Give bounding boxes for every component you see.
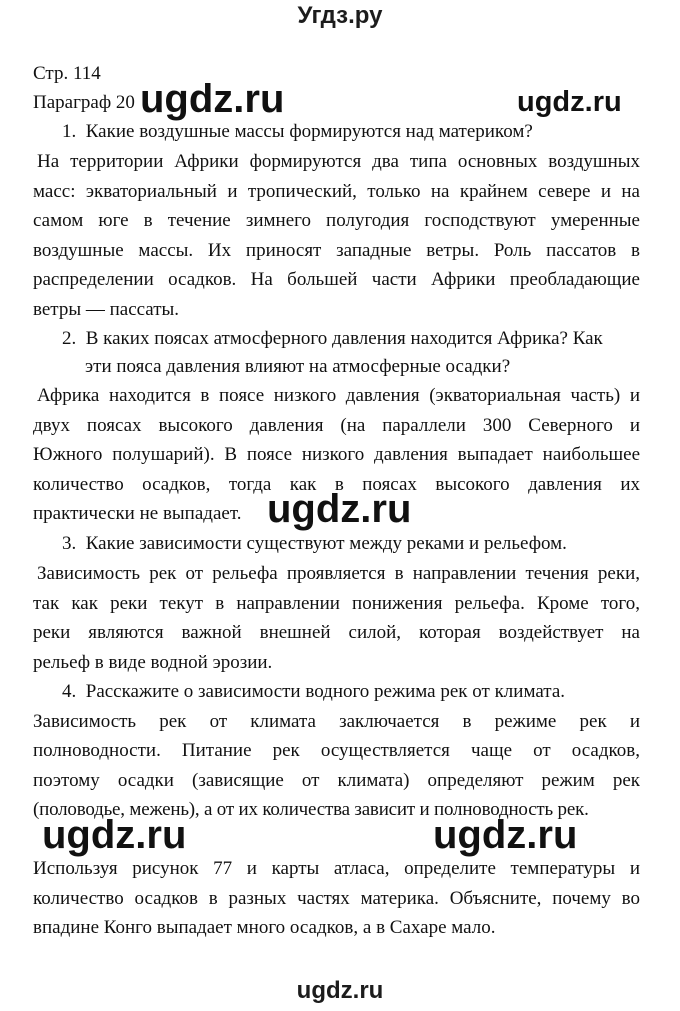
question-number: 1.	[62, 121, 77, 142]
answer-3-line-3: реки являются важной внешней силой, которая воздействует на	[33, 622, 640, 643]
paragraph-reference: Параграф 20	[33, 92, 135, 113]
watermark: ugdz.ru	[140, 77, 285, 121]
answer-2-line-4: количество осадков, тогда как в поясах высокого давления их	[33, 474, 640, 495]
question-text: Какие зависимости существуют между реками и рельефом.	[85, 533, 567, 554]
watermark: ugdz.ru	[42, 813, 187, 857]
answer-4-line-4: (половодье, межень), а от их количества зависит и полноводность рек.	[33, 799, 589, 820]
site-header: Угдз.ру	[297, 2, 383, 29]
answer-1-line-2: масс: экваториальный и тропический, только на крайнем севере и на	[33, 181, 640, 202]
task-line-1: Используя рисунок 77 и карты атласа, определите температуры и	[33, 858, 640, 879]
question-1	[62, 122, 533, 141]
question-4	[62, 682, 565, 701]
answer-1-line-6: ветры — пассаты.	[33, 299, 180, 320]
question-text: Расскажите о зависимости водного режима рек от климата.	[85, 681, 566, 702]
answer-1-line-3: самом юге в течение зимнего полугодия господствуют умеренные	[33, 210, 640, 231]
question-number: 3.	[62, 533, 77, 554]
watermark: ugdz.ru	[267, 487, 412, 531]
question-number: 4.	[62, 681, 77, 702]
task-line-2: количество осадков в разных частях материка. Объясните, почему во	[33, 888, 640, 909]
answer-2-line-3: Южного полушарий). В поясе низкого давления выпадает наибольшее	[33, 444, 640, 465]
answer-3-line-1: Зависимость рек от рельефа проявляется в направлении течения реки,	[37, 563, 640, 584]
page-reference: Стр. 114	[33, 63, 101, 84]
question-2	[62, 329, 603, 348]
question-2-line-2: эти пояса давления влияют на атмосферные осадки?	[85, 356, 511, 377]
answer-4-line-2: полноводности. Питание рек осуществляется чаще от осадков,	[33, 740, 640, 761]
question-text: Какие воздушные массы формируются над материком?	[85, 121, 533, 142]
watermark: ugdz.ru	[433, 813, 578, 857]
answer-4-line-3: поэтому осадки (зависящие от климата) определяют режим рек	[33, 770, 640, 791]
answer-1-line-5: распределении осадков. На большей части Африки преобладающие	[33, 269, 640, 290]
answer-1-line-4: воздушные массы. Их приносят западные ветры. Роль пассатов в	[33, 240, 640, 261]
answer-2-line-5: практически не выпадает.	[33, 503, 242, 524]
task-line-3: впадине Конго выпадает много осадков, а в Сахаре мало.	[33, 917, 496, 938]
question-number: 2.	[62, 328, 77, 349]
answer-3-line-4: рельеф в виде водной эрозии.	[33, 652, 273, 673]
answer-1-line-1: На территории Африки формируются два типа основных воздушных	[37, 151, 640, 172]
answer-3-line-2: так как реки текут в направлении понижения рельефа. Кроме того,	[33, 593, 640, 614]
site-footer: ugdz.ru	[296, 977, 384, 1004]
watermark: ugdz.ru	[517, 86, 622, 118]
answer-4-line-1: Зависимость рек от климата заключается в режиме рек и	[33, 711, 640, 732]
question-3	[62, 534, 567, 553]
answer-2-line-2: двух поясах высокого давления (на параллели 300 Северного и	[33, 415, 640, 436]
answer-2-line-1: Африка находится в поясе низкого давления (экваториальная часть) и	[37, 385, 640, 406]
question-text: В каких поясах атмосферного давления находится Африка? Как	[85, 328, 603, 349]
